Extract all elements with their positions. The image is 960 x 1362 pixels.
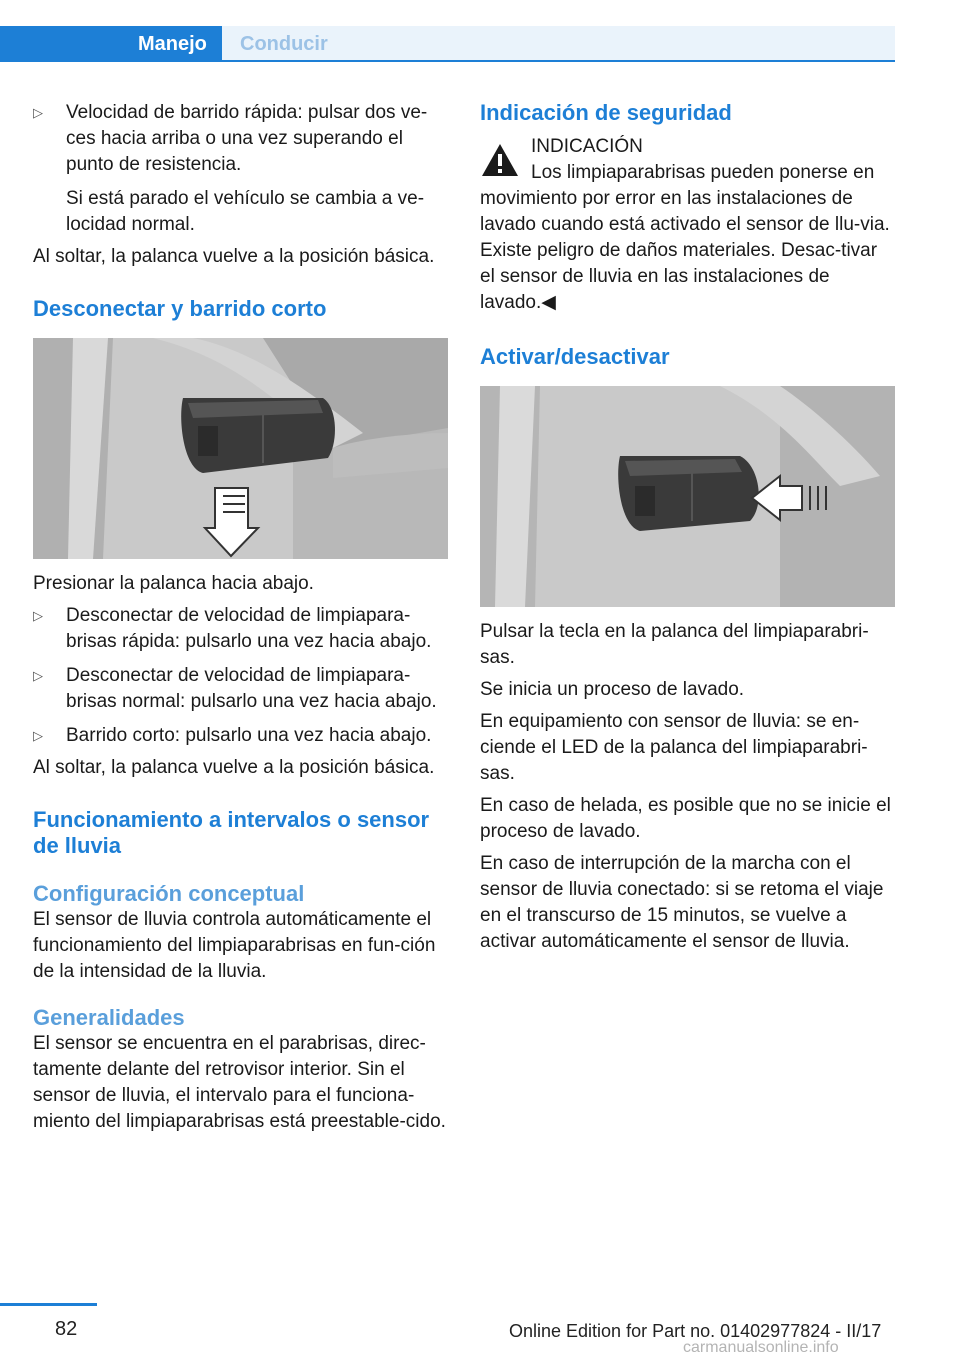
tab-underline — [0, 60, 895, 62]
warning-triangle-icon — [480, 142, 520, 178]
list-item: ▷ Desconectar de velocidad de limpiapara‐brisas normal: pulsarlo una vez hacia abajo. — [33, 665, 437, 712]
warning-text: Los limpiaparabrisas pueden ponerse en movimiento por error en las instalaciones de lavado cuando está activado el sensor de llu‐via. Existe peligro de daños materiales. Desac‐tivar el sensor de lluvia en las instalaciones de lavado.◀ — [480, 162, 890, 313]
warning-block — [480, 134, 895, 316]
triangle-bullet-icon: ▷ — [33, 728, 43, 743]
paragraph: El sensor se encuentra en el parabrisas, direc‐tamente delante del retrovisor interior. Sin el sensor de lluvia, el intervalo para el funciona‐miento del limpiaparabrisas está preestable‐cido. — [33, 1033, 446, 1132]
paragraph: En caso de helada, es posible que no se inicie el proceso de lavado. — [480, 795, 891, 842]
subsection-heading: Configuración conceptual — [33, 881, 305, 906]
triangle-bullet-icon: ▷ — [33, 105, 43, 120]
left-column — [33, 100, 448, 1135]
paragraph: En caso de interrupción de la marcha con el sensor de lluvia conectado: si se retoma el viaje en el transcurso de 15 minutos, se vuelve a activar automáticamente el sensor de lluvia. — [480, 853, 884, 952]
paragraph: En equipamiento con sensor de lluvia: se en‐ciende el LED de la palanca del limpiaparabri‐sas. — [480, 711, 868, 784]
paragraph: Pulsar la tecla en la palanca del limpiaparabri‐sas. — [480, 621, 869, 668]
section-heading: Funcionamiento a intervalos o sensor de lluvia — [33, 807, 430, 858]
tab-conducir[interactable]: Conducir — [222, 26, 895, 62]
wiper-lever-down-photo — [33, 338, 448, 559]
triangle-bullet-icon: ▷ — [33, 608, 43, 623]
subsection-heading: Generalidades — [33, 1005, 185, 1030]
section-heading: Indicación de seguridad — [480, 100, 732, 125]
list-item: ▷ Desconectar de velocidad de limpiapara‐brisas rápida: pulsarlo una vez hacia abajo. — [33, 605, 432, 652]
list-item-subtext: Si está parado el vehículo se cambia a ve‐locidad normal. — [66, 188, 425, 235]
paragraph: Al soltar, la palanca vuelve a la posición básica. — [33, 246, 435, 267]
warning-label: INDICACIÓN — [531, 136, 643, 157]
triangle-bullet-icon: ▷ — [33, 668, 43, 683]
paragraph: Al soltar, la palanca vuelve a la posición básica. — [33, 757, 435, 778]
edition-text: Online Edition for Part no. 01402977824 - II/17 — [509, 1321, 882, 1341]
paragraph: El sensor de lluvia controla automáticamente el funcionamiento del limpiaparabrisas en fun‐ción de la intensidad de la lluvia. — [33, 909, 436, 982]
wiper-lever-button-photo — [480, 386, 895, 607]
list-item: ▷ Barrido corto: pulsarlo una vez hacia abajo. — [33, 723, 448, 749]
watermark: carmanualsonline.info — [683, 1339, 839, 1356]
section-heading: Activar/desactivar — [480, 344, 670, 369]
list-item: ▷ Velocidad de barrido rápida: pulsar dos ve‐ces hacia arriba o una vez superando el punto de resistencia. — [33, 102, 428, 175]
page-number: 82 — [55, 1318, 78, 1340]
tab-manejo[interactable]: Manejo — [0, 26, 222, 62]
chapter-tabbar — [0, 0, 895, 62]
paragraph: Se inicia un proceso de lavado. — [480, 679, 745, 700]
right-column — [480, 100, 895, 955]
paragraph: Presionar la palanca hacia abajo. — [33, 573, 314, 594]
section-heading: Desconectar y barrido corto — [33, 296, 327, 321]
footer-accent-line — [0, 1303, 97, 1306]
